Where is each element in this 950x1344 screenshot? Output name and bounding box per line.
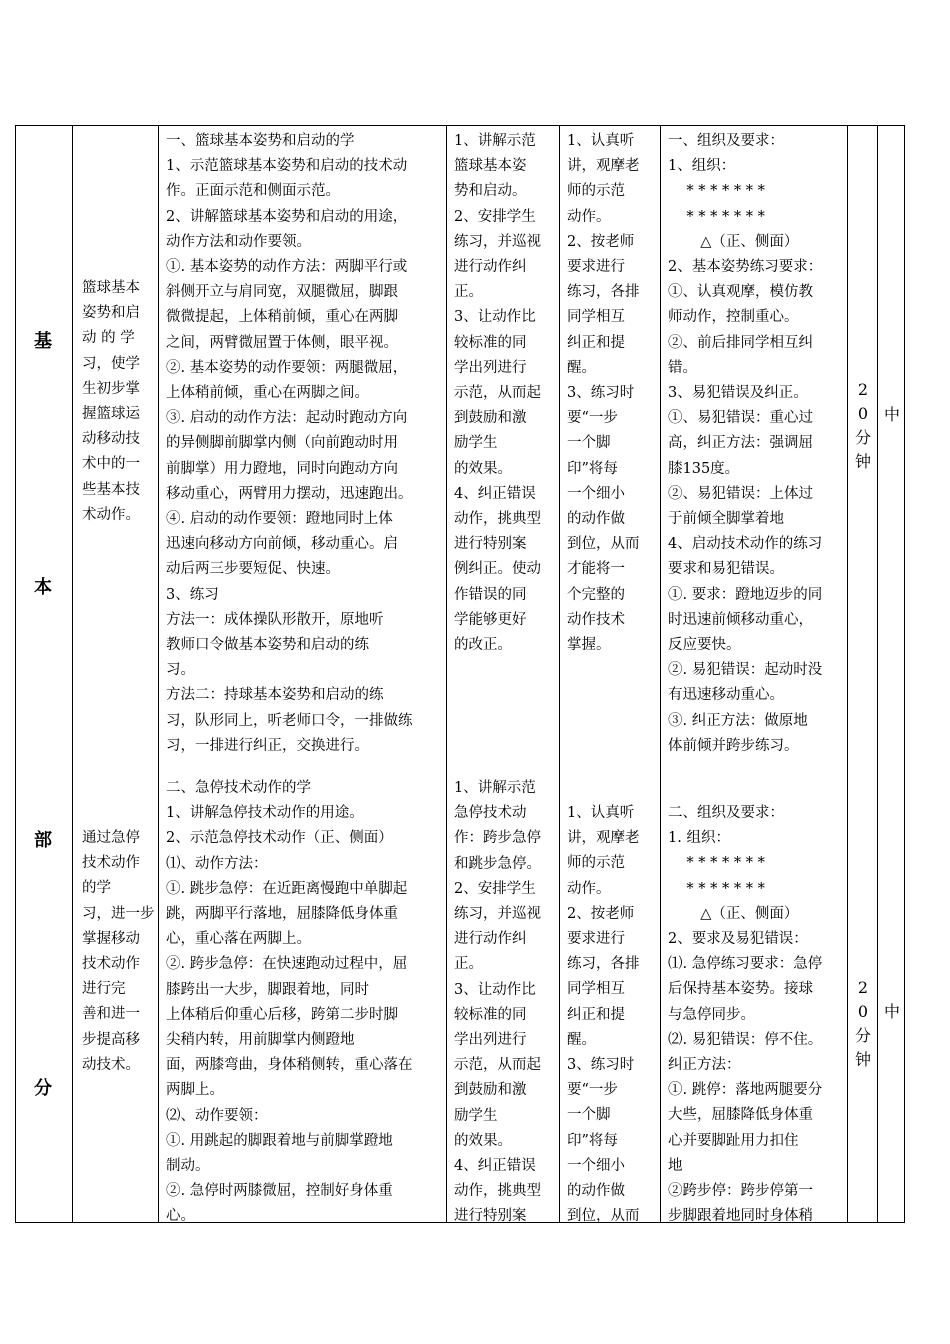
student-activity-text: 1、认真听 讲，观摩老 师的示范 动作。 2、按老师 要求进行 练习，各排 同学相互 纠正和提 醒。 3、练习时 要“一步 一个脚 印”将每 一个细小 的动作做 到位，从而 (567, 805, 640, 1225)
column-divider (877, 126, 878, 1222)
section-char-1: 基 (34, 331, 52, 352)
column-divider (559, 126, 560, 1222)
content-text: 二、急停技术动作的学 1、讲解急停技术动作的用途。 2、示范急停技术动作（正、侧面） ⑴、动作方法： ①. 跳步急停：在近距离慢跑中单脚起 跳，两脚平行落地，屈膝降低身体重 心，重心落在两脚上。 ②. 跨步急停：在快速跑动过程中，屈 膝跨出一大步，脚跟着地，同时 上体稍后仰重心后移，跨第二步时脚 尖稍内转，用前脚掌内侧蹬地 面，两膝弯曲，身体稍侧转，重心落在 两脚上。 ⑵、动作要领： ①. 用跳起的脚跟着地与前脚掌蹬地 制动。 ②. 急停时两膝微屈，控制好身体重 心。 (166, 780, 413, 1225)
lesson-plan-table (15, 125, 905, 1223)
objective-text: 通过急停 技术动作 的学 习，进一步 掌握移动 技术动作 进行完 善和进一 步提高移 动技术。 (82, 830, 155, 1073)
column-divider (158, 126, 159, 1222)
organization-text: 二、组织及要求： 1. 组织： * * * * * * * * * * * * * * △（正、侧面） 2、要求及易犯错误： ⑴. 急停练习要求：急停 后保持基本姿势。接球 与急停同步。 ⑵. 易犯错误：停不住。 纠正方法： ①. 跳停：落地两腿要分 大些，屈膝降低身体重 心并要脚趾用力扣住 地 ②跨步停：跨步停第一 步脚跟着地同时身体稍 (668, 805, 823, 1225)
column-divider (72, 126, 73, 1222)
objective-text: 篮球基本 姿势和启 动 的 学 习，使学 生初步掌 握篮球运 动移动技 术中的一 些基本技 术动作。 (82, 280, 140, 523)
time-text: 2 0 分 钟 (854, 380, 871, 471)
section-char-4: 分 (34, 1078, 52, 1099)
section-char-2: 本 (34, 577, 52, 598)
section-char-3: 部 (34, 830, 52, 851)
column-divider (446, 126, 447, 1222)
column-divider (660, 126, 661, 1222)
teacher-activity-text: 1、讲解示范 急停技术动 作：跨步急停 和跳步急停。 2、安排学生 练习，并巡视 进行动作纠 正。 3、让动作比 较标准的同 学出列进行 示范，从而起 到鼓励和激 励学生 的效果。 4、纠正错误 动作，挑典型 进行特别案 (454, 780, 541, 1225)
student-activity-text: 1、认真听 讲，观摩老 师的示范 动作。 2、按老师 要求进行 练习，各排 同学相互 纠正和提 醒。 3、练习时 要“一步 一个脚 印”将每 一个细小 的动作做 到位，从而 才能将一 个完整的 动作技术 掌握。 (567, 133, 640, 654)
column-divider (847, 126, 848, 1222)
time-text: 2 0 分 钟 (854, 978, 871, 1069)
content-text: 一、篮球基本姿势和启动的学 1、示范篮球基本姿势和启动的技术动 作。正面示范和侧面示范。 2、讲解篮球基本姿势和启动的用途， 动作方法和动作要领。 ①. 基本姿势的动作方法：两脚平行或 斜侧开立与肩同宽，双腿微屈，脚跟 微微提起，上体稍前倾，重心在两脚 之间，两臂微屈置于体侧，眼平视。 ②. 基本姿势的动作要领：两腿微屈， 上体稍前倾，重心在两脚之间。 ③. 启动的动作方法：起动时跑动方向 的异侧脚前脚掌内侧（向前跑动时用 前脚掌）用力蹬地，同时向跑动方向 移动重心，两臂用力摆动，迅速跑出。 ④. 启动的动作要领：蹬地同时上体 迅速向移动方向前倾，移动重心。启 动后两三步要短促、快速。 3、练习 方法一：成体操队形散开，原地听 教师口令做基本姿势和启动的练 习。 方法二：持球基本姿势和启动的练 习，队形同上，听老师口令，一排做练 习，一排进行纠正，交换进行。 (166, 133, 413, 754)
teacher-activity-text: 1、讲解示范 篮球基本姿 势和启动。 2、安排学生 练习，并巡视 进行动作纠 正。 3、让动作比 较标准的同 学出列进行 示范，从而起 到鼓励和激 励学生 的效果。 4、纠正错误 动作，挑典型 进行特别案 例纠正。使动 作错误的同 学能够更好 的改正。 (454, 133, 541, 654)
intensity-text: 中 (884, 1002, 901, 1021)
intensity-text: 中 (884, 405, 901, 424)
organization-text: 一、组织及要求： 1、组织： * * * * * * * * * * * * * * △（正、侧面） 2、基本姿势练习要求： ①、认真观摩，模仿教 师动作，控制重心。 ②、前后排同学相互纠 错。 3、易犯错误及纠正。 ①、易犯错误：重心过 高，纠正方法：强调屈 膝135度。 ②、易犯错误：上体过 于前倾全脚掌着地 4、启动技术动作的练习 要求和易犯错误。 ①. 要求：蹬地迈步的同 时迅速前倾移动重心， 反应要快。 ②. 易犯错误：起动时没 有迅速移动重心。 ③. 纠正方法：做原地 体前倾并跨步练习。 (668, 133, 823, 754)
